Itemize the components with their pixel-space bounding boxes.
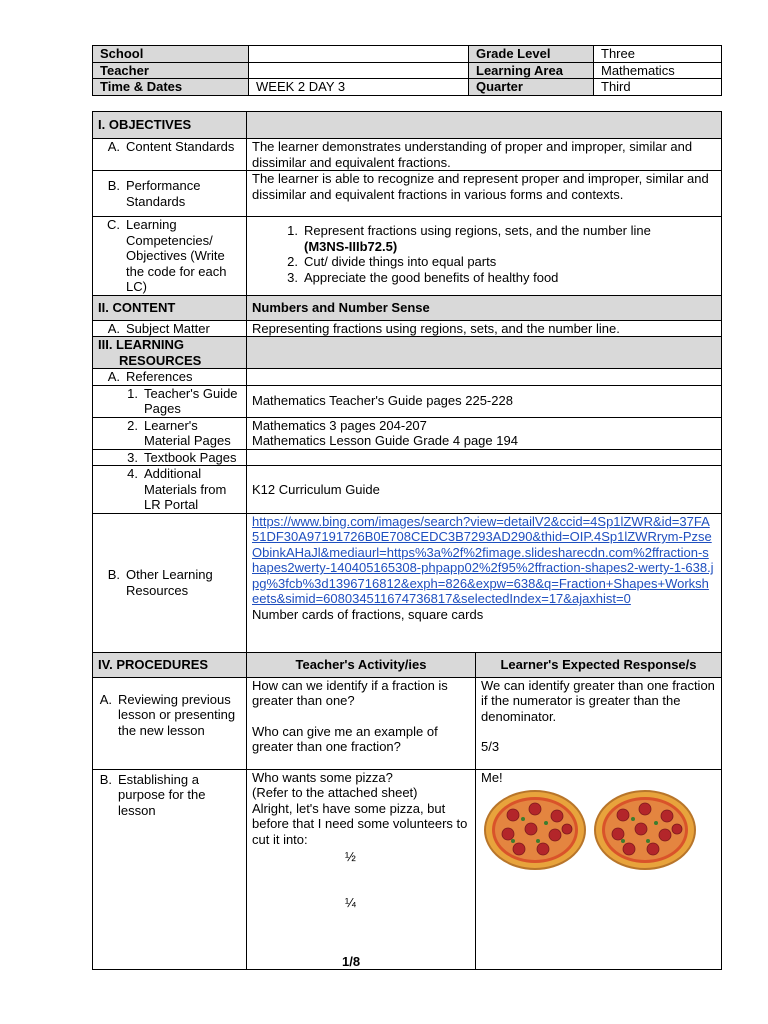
competency-item (252, 270, 716, 286)
resource-note: Number cards of fractions, square cards (252, 606, 484, 622)
item-number: 1. (127, 385, 138, 401)
content-standards-label (93, 139, 247, 171)
content-standards-text: The learner demonstrates understanding of proper and improper, similar and dissimilar and equivalent fractions. (247, 139, 722, 171)
heading-line: III. LEARNING (98, 337, 184, 352)
establishing-purpose-label (93, 769, 247, 969)
item-number: 4. (127, 466, 138, 481)
resource-link[interactable]: https://www.bing.com/images/search?view=detailV2&ccid=4Sp1lZWR&id=37FA51DF30A97191726B0E708CEDC3B7293AD290&thid=OIP.4Sp1lZWRrym-PzseObinkAHaJl&mediaurl=https%3a%2f%2fimage.slidesharecdn.com%2ffraction-shapes2werty-140405165308-phpapp02%2f95%2ffraction-shapes2-werty-1-638.jpg%3fcb%3d1396716812&exph=826&expw=638&q=Fraction+Shapes+Worksheets&simid=608034511674736817&selectedIndex=17&ajaxhist=0 (252, 513, 714, 606)
teachers-guide-value: Mathematics Teacher's Guide pages 225-228 (247, 385, 722, 417)
quarter-label: Quarter (469, 79, 594, 96)
label-text: References (126, 369, 193, 384)
grade-level-value: Three (594, 46, 722, 63)
content-heading-value: Numbers and Number Sense (247, 295, 722, 320)
item-number: 1. (287, 223, 298, 238)
pizza-image (593, 789, 697, 871)
other-resources-value (247, 513, 722, 652)
grade-level-label: Grade Level (469, 46, 594, 63)
performance-standards-text: The learner is able to recognize and represent proper and improper, similar and dissimilar and equivalent fractions in various forms and contexts. (247, 171, 722, 217)
references-label (93, 369, 247, 386)
time-dates-label: Time & Dates (93, 79, 249, 96)
label-text: Establishing a purpose for the lesson (118, 771, 206, 818)
item-text: Cut/ divide things into equal parts (304, 254, 497, 269)
label-text: Textbook Pages (144, 449, 237, 465)
learning-resources-heading-blank (247, 337, 722, 369)
other-resources-label (93, 513, 247, 652)
establishing-learner-response (476, 769, 722, 969)
learning-competencies-list (247, 217, 722, 296)
header-table (92, 45, 722, 96)
learners-material-label (93, 417, 247, 449)
additional-materials-label (93, 466, 247, 514)
textbook-pages-value (247, 449, 722, 466)
learner-answer: 5/3 (481, 739, 500, 754)
item-text: Represent fractions using regions, sets, and the number line (304, 223, 651, 238)
procedures-heading: IV. PROCEDURES (93, 652, 247, 677)
marker-b: B. (107, 567, 120, 582)
quarter-value: Third (594, 79, 722, 96)
label-text: Reviewing previous lesson or presenting the new lesson (118, 691, 236, 738)
competency-item (252, 254, 716, 270)
heading-line: RESOURCES (119, 352, 202, 368)
item-number: 3. (287, 269, 298, 285)
school-value (249, 46, 469, 63)
establishing-teacher-activity (247, 769, 476, 969)
teacher-label: Teacher (93, 62, 249, 79)
objectives-heading: I. OBJECTIVES (93, 112, 247, 139)
label-text: Additional Materials from LR Portal (144, 466, 227, 512)
label-text: Teacher's Guide Pages (144, 385, 238, 416)
teacher-line: (Refer to the attached sheet) (252, 785, 418, 800)
learner-answer: We can identify greater than one fraction if the numerator is greater than the denominator. (481, 677, 715, 724)
label-text: Learning Competencies/ Objectives (Write the code for each LC) (126, 217, 227, 294)
reviewing-lesson-label (93, 677, 247, 769)
learning-resources-heading (93, 337, 247, 369)
time-dates-value: WEEK 2 DAY 3 (249, 79, 469, 96)
item-text: Appreciate the good benefits of healthy food (304, 269, 559, 285)
learners-material-value (247, 417, 722, 449)
subject-matter-text: Representing fractions using regions, sets, and the number line. (247, 320, 722, 337)
competency-code: (M3NS-IIIb72.5) (304, 238, 398, 254)
references-blank (247, 369, 722, 386)
label-text: Performance Standards (126, 178, 201, 209)
label-text: Learner's Material Pages (144, 417, 231, 448)
lesson-plan-table (92, 111, 722, 970)
subject-matter-label (93, 320, 247, 337)
fraction-eighth: 1/8 (342, 954, 361, 969)
marker-a: A. (107, 320, 120, 336)
marker-b: B. (107, 178, 120, 193)
fraction-quarter: ¼ (345, 894, 356, 910)
fraction-half: ½ (345, 849, 356, 864)
teacher-question: Who can give me an example of greater than one fraction? (252, 723, 438, 754)
content-heading: II. CONTENT (93, 295, 247, 320)
marker-a: A. (107, 369, 120, 384)
teacher-line: Alright, let's have some pizza, but before that I need some volunteers to cut it into: (252, 800, 468, 847)
learning-area-value: Mathematics (594, 62, 722, 79)
school-label: School (93, 46, 249, 63)
item-number: 2. (287, 254, 298, 269)
label-text: Subject Matter (126, 320, 210, 336)
item-number: 2. (127, 417, 138, 433)
teacher-question: How can we identify if a fraction is greater than one? (252, 677, 448, 708)
objectives-heading-blank (247, 112, 722, 139)
learner-answer: Me! (481, 769, 503, 785)
teacher-line: Who wants some pizza? (252, 769, 393, 785)
pizza-image (483, 789, 587, 871)
reviewing-learner-response (476, 677, 722, 769)
marker-a: A. (99, 691, 112, 707)
teacher-value (249, 62, 469, 79)
textbook-pages-label (93, 449, 247, 466)
item-number: 3. (127, 449, 138, 465)
learning-competencies-label (93, 217, 247, 296)
label-text: Other Learning Resources (126, 567, 213, 598)
competency-item (252, 223, 716, 254)
reviewing-teacher-activity (247, 677, 476, 769)
performance-standards-label (93, 171, 247, 217)
marker-a: A. (107, 139, 120, 154)
value-line: Mathematics Lesson Guide Grade 4 page 194 (252, 433, 518, 448)
learner-response-header: Learner's Expected Response/s (476, 652, 722, 677)
additional-materials-value: K12 Curriculum Guide (247, 466, 722, 514)
learning-area-label: Learning Area (469, 62, 594, 79)
marker-b: B. (99, 771, 112, 787)
label-text: Content Standards (126, 139, 235, 154)
marker-c: C. (107, 217, 120, 232)
teacher-activity-header: Teacher's Activity/ies (247, 652, 476, 677)
value-line: Mathematics 3 pages 204-207 (252, 417, 427, 433)
teachers-guide-label (93, 385, 247, 417)
